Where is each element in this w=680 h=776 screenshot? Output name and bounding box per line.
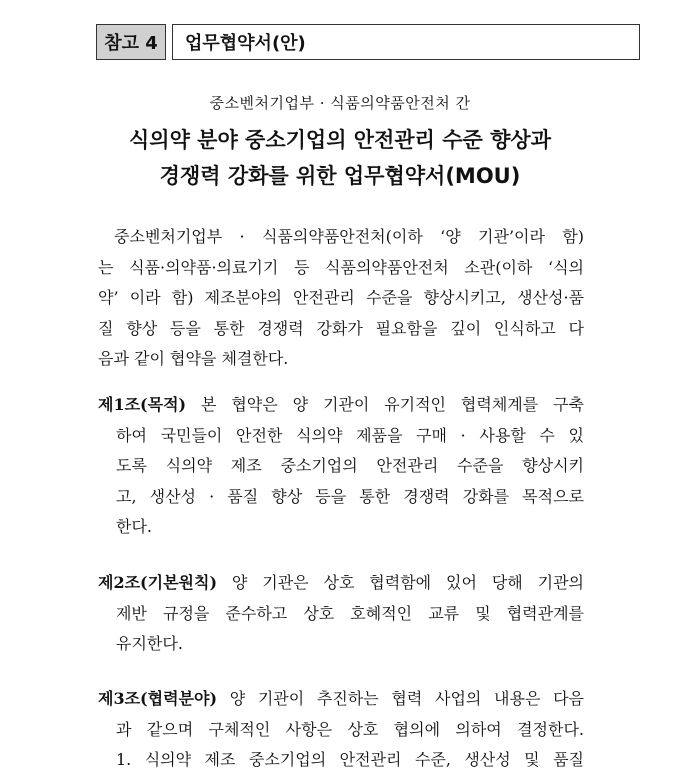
parties-subheading: 중소벤처기업부 · 식품의약품안전처 간 xyxy=(209,94,471,112)
article-line: 1. 식의약 제조 중소기업의 안전관리 수준, 생산성 및 품질 xyxy=(116,750,584,769)
article-heading: 제2조(기본원칙) xyxy=(98,573,218,592)
preamble-line: 는 식품·의약품·의료기기 등 식품의약품안전처 소관(이하 ‘식의 xyxy=(98,257,584,277)
article-first-line xyxy=(98,568,584,599)
article-line: 고, 생산성 · 품질 향상 등을 통한 경쟁력 강화를 목적으로 xyxy=(116,486,584,506)
main-title-line-1: 식의약 분야 중소기업의 안전관리 수준 향상과 xyxy=(129,128,551,152)
article-line: 제반 규정을 준수하고 상호 호혜적인 교류 및 협력관계를 xyxy=(116,603,584,623)
preamble-line: 질 향상 등을 통한 경쟁력 강화가 필요함을 깊이 인식하고 다 xyxy=(98,318,584,338)
article-line: 유지한다. xyxy=(116,634,183,653)
article-2 xyxy=(98,568,584,660)
article-line: 한다. xyxy=(116,517,152,536)
article-text: 양 기관은 상호 협력함에 있어 당해 기관의 xyxy=(217,573,584,592)
article-line: 하여 국민들이 안전한 식의약 제품을 구매 · 사용할 수 있 xyxy=(116,425,584,445)
article-heading: 제1조(목적) xyxy=(98,395,187,414)
main-title-line-2: 경쟁력 강화를 위한 업무협약서(MOU) xyxy=(159,164,521,188)
article-line: 과 같으며 구체적인 사항은 상호 협의에 의하여 결정한다. xyxy=(116,719,584,739)
preamble-line: 중소벤처기업부 · 식품의약품안전처(이하 ‘양 기관’이라 함) xyxy=(114,227,584,246)
article-heading: 제3조(협력분야) xyxy=(98,689,218,708)
preamble-line: 음과 같이 협약을 체결한다. xyxy=(98,349,289,368)
article-text: 본 협약은 양 기관이 유기적인 협력체계를 구축 xyxy=(186,395,584,414)
preamble-line: 약’ 이라 함) 제조분야의 안전관리 수준을 향상시키고, 생산성·품 xyxy=(98,288,584,307)
document-title-box: 업무협약서(안) xyxy=(172,24,640,60)
article-line: 도록 식의약 제조 중소기업의 안전관리 수준을 향상시키 xyxy=(116,456,584,475)
header-row xyxy=(96,24,640,62)
article-first-line xyxy=(98,684,584,715)
article-first-line xyxy=(98,390,584,421)
article-1 xyxy=(98,390,584,543)
article-3 xyxy=(98,684,584,776)
reference-badge: 참고 4 xyxy=(96,24,166,60)
article-text: 양 기관이 추진하는 협력 사업의 내용은 다음 xyxy=(217,689,584,708)
preamble-paragraph xyxy=(98,222,584,375)
main-title xyxy=(0,122,680,194)
